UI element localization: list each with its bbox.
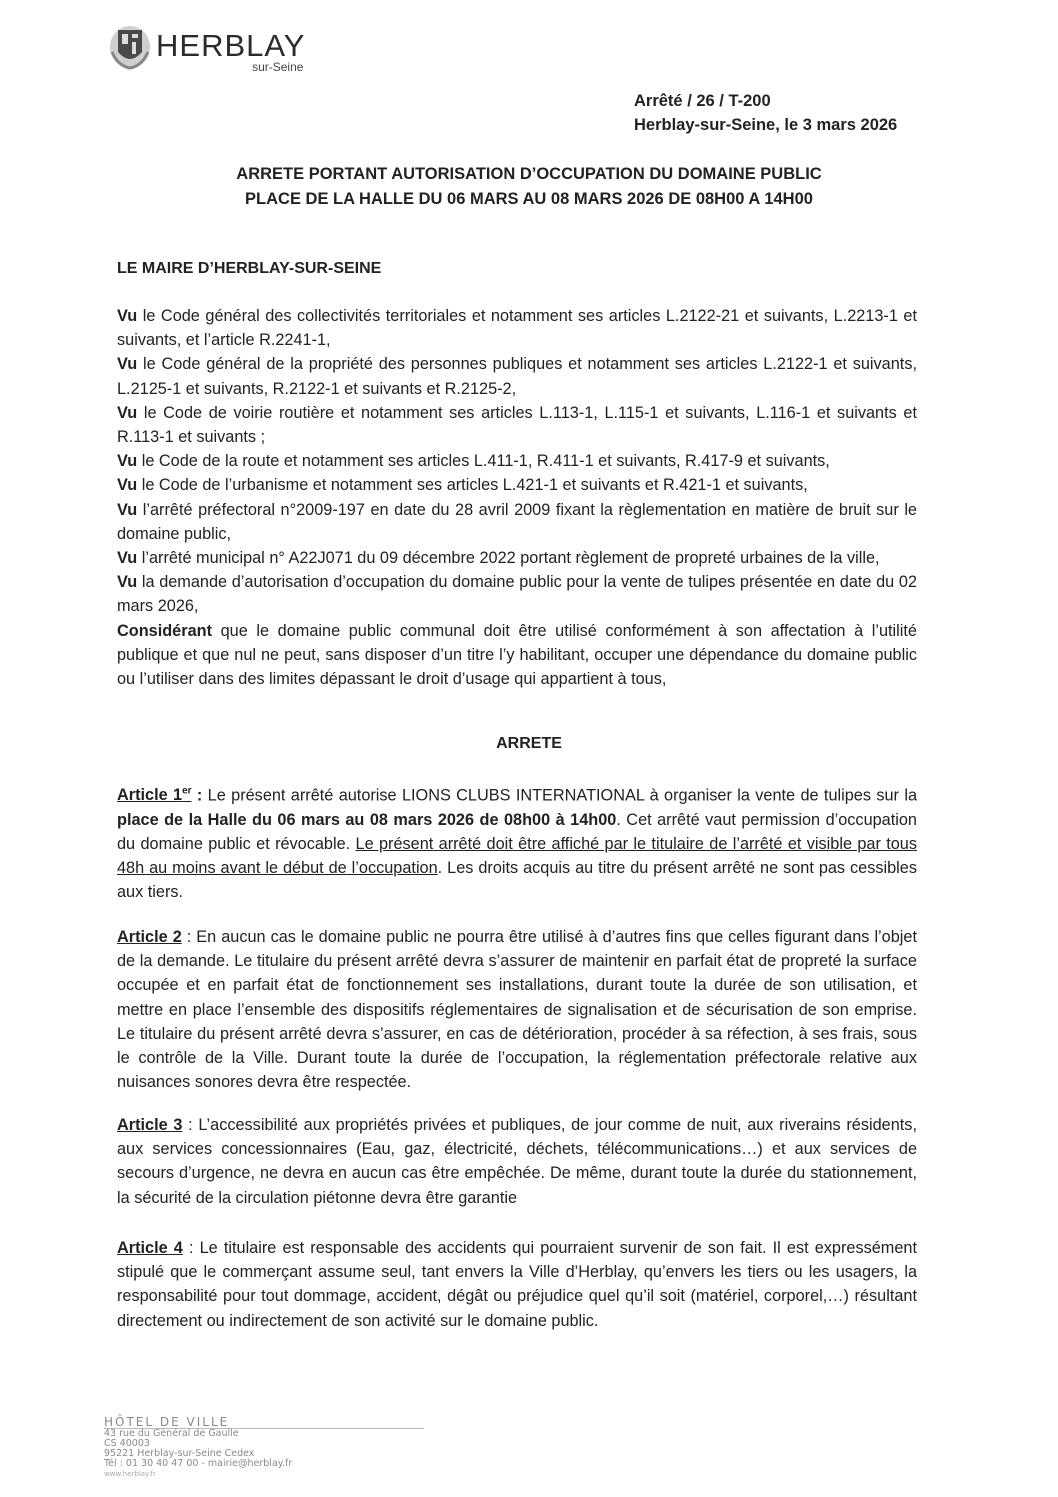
article-2: Article 2 : En aucun cas le domaine public ne pourra être utilisé à d’autres fins que celles figurant dans l’objet de la demande. Le titulaire du présent arrêté devra s’assurer de maintenir en parfait état de propreté la surface occupée et en parfait état de fonctionnement ses installations, durant toute la durée de son utilisation, et mettre en place l’ensemble des dispositifs réglementaires de signalisation et de sécurisation de son emprise. Le titulaire du présent arrêté devra s’assurer, en cas de détérioration, procéder à sa réfection, à ses frais, sous le contrôle de la Ville. Durant toute la durée de l’occupation, la réglementation préfectorale relative aux nuisances sonores devra être respectée. — [117, 928, 917, 1092]
visa-item: Vu le Code de l’urbanisme et notamment ses articles L.421-1 et suivants et R.421-1 et suivants, — [117, 476, 808, 495]
article-3: Article 3 : L’accessibilité aux propriétés privées et publiques, de jour comme de nuit, aux riverains résidents, aux services concessionnaires (Eau, gaz, électricité, déchets, télécommunications…) et aux services de secours d’urgence, ne devra en aucun cas être empêchée. De même, durant toute la durée du stationnement, la sécurité de la circulation piétonne devra être garantie — [117, 1116, 917, 1207]
decree-reference: Arrêté / 26 / T-200 — [634, 92, 771, 110]
title-line-2: PLACE DE LA HALLE DU 06 MARS AU 08 MARS 2026 DE 08H00 A 14H00 — [245, 190, 813, 208]
footer-line: 95221 Herblay-sur-Seine Cedex — [104, 1448, 255, 1459]
place-and-date: Herblay-sur-Seine, le 3 mars 2026 — [634, 116, 898, 134]
article-2-label: Article 2 — [117, 928, 182, 946]
visas-section — [117, 304, 917, 691]
document-title — [0, 162, 1058, 212]
arrete-heading: ARRETE — [496, 735, 562, 752]
footer-line: Tél : 01 30 40 47 00 - mairie@herblay.fr — [104, 1458, 293, 1469]
coat-of-arms-icon — [108, 22, 152, 70]
footer-website: www.herblay.fr — [104, 1470, 156, 1478]
visa-item: Vu le Code de la route et notamment ses articles L.411-1, R.411-1 et suivants, R.417-9 et suivants, — [117, 452, 830, 471]
visa-item: Vu l’arrêté préfectoral n°2009-197 en date du 28 avril 2009 fixant la règlementation en matière de bruit sur le domaine public, — [117, 500, 917, 543]
display-requirement: Le présent arrêté doit être affiché par le titulaire de l’arrêté et visible par tous 48h au moins avant le début de l’occupation — [117, 834, 917, 878]
city-logo — [108, 22, 305, 74]
visa-item: Vu l’arrêté municipal n° A22J071 du 09 décembre 2022 portant règlement de propreté urbaines de la ville, — [117, 549, 880, 568]
article-1: Article 1er : Le présent arrêté autorise LIONS CLUBS INTERNATIONAL à organiser la vente de tulipes sur la place de la Halle du 06 mars au 08 mars 2026 de 08h00 à 14h00. Cet arrêté vaut permission d’occupation du domaine public et révocable. Le présent arrêté doit être affiché par le titulaire de l’arrêté et visible par tous 48h au moins avant le début de l’occupation. Les droits acquis au titre du présent arrêté ne sont pas cessibles aux tiers. — [117, 786, 917, 902]
visa-item: Vu le Code général des collectivités territoriales et notamment ses articles L.2122-21 et suivants, L.2213-1 et suivants, et l’article R.2241-1, — [117, 307, 917, 350]
footer-line: 43 rue du Général de Gaulle — [104, 1428, 239, 1439]
footer-line: CS 40003 — [104, 1438, 150, 1449]
article-3-label: Article 3 — [117, 1116, 183, 1134]
occupation-dates: place de la Halle du 06 mars au 08 mars 2026 de 08h00 à 14h00 — [117, 810, 617, 829]
visa-item: Vu le Code de voirie routière et notamment ses articles L.113-1, L.115-1 et suivants, L.116-1 et suivants et R.113-1 et suivants ; — [117, 403, 917, 447]
logo-subtitle: sur-Seine — [252, 60, 304, 74]
issuer-heading: LE MAIRE D’HERBLAY-SUR-SEINE — [117, 260, 382, 277]
reference-block — [634, 89, 897, 137]
considerant-item: Considérant que le domaine public communal doit être utilisé conformément à son affectation à l’utilité publique et que nul ne peut, sans disposer d’un titre l’y habilitant, occuper une dépendance du domaine public ou l’utiliser dans des limites dépassant le droit d’usage qui appartient à tous, — [117, 621, 917, 689]
footer-heading: HÔTEL DE VILLE — [104, 1417, 424, 1429]
visa-item: Vu le Code général de la propriété des personnes publiques et notamment ses articles L.2122-1 et suivants, L.2125-1 et suivants, R.2122-1 et suivants et R.2125-2, — [117, 355, 917, 398]
footer-address — [104, 1417, 424, 1479]
visa-item: Vu la demande d’autorisation d’occupation du domaine public pour la vente de tulipes présentée en date du 02 mars 2026, — [117, 573, 917, 616]
article-1-label: Article 1er — [117, 786, 192, 805]
logo-name: HERBLAY — [156, 28, 306, 63]
title-line-1: ARRETE PORTANT AUTORISATION D’OCCUPATION DU DOMAINE PUBLIC — [236, 165, 822, 183]
article-4-label: Article 4 — [117, 1239, 183, 1257]
article-4: Article 4 : Le titulaire est responsable des accidents qui pourraient survenir de son fait. Il est expressément stipulé que le commerçant assume seul, tant envers la Ville d’Herblay, qu’envers les tiers ou les usagers, la responsabilité pour tout dommage, accident, dégât ou préjudice quel qu’il soit (matériel, corporel,…) résultant directement ou indirectement de son activité sur le domaine public. — [117, 1239, 917, 1330]
